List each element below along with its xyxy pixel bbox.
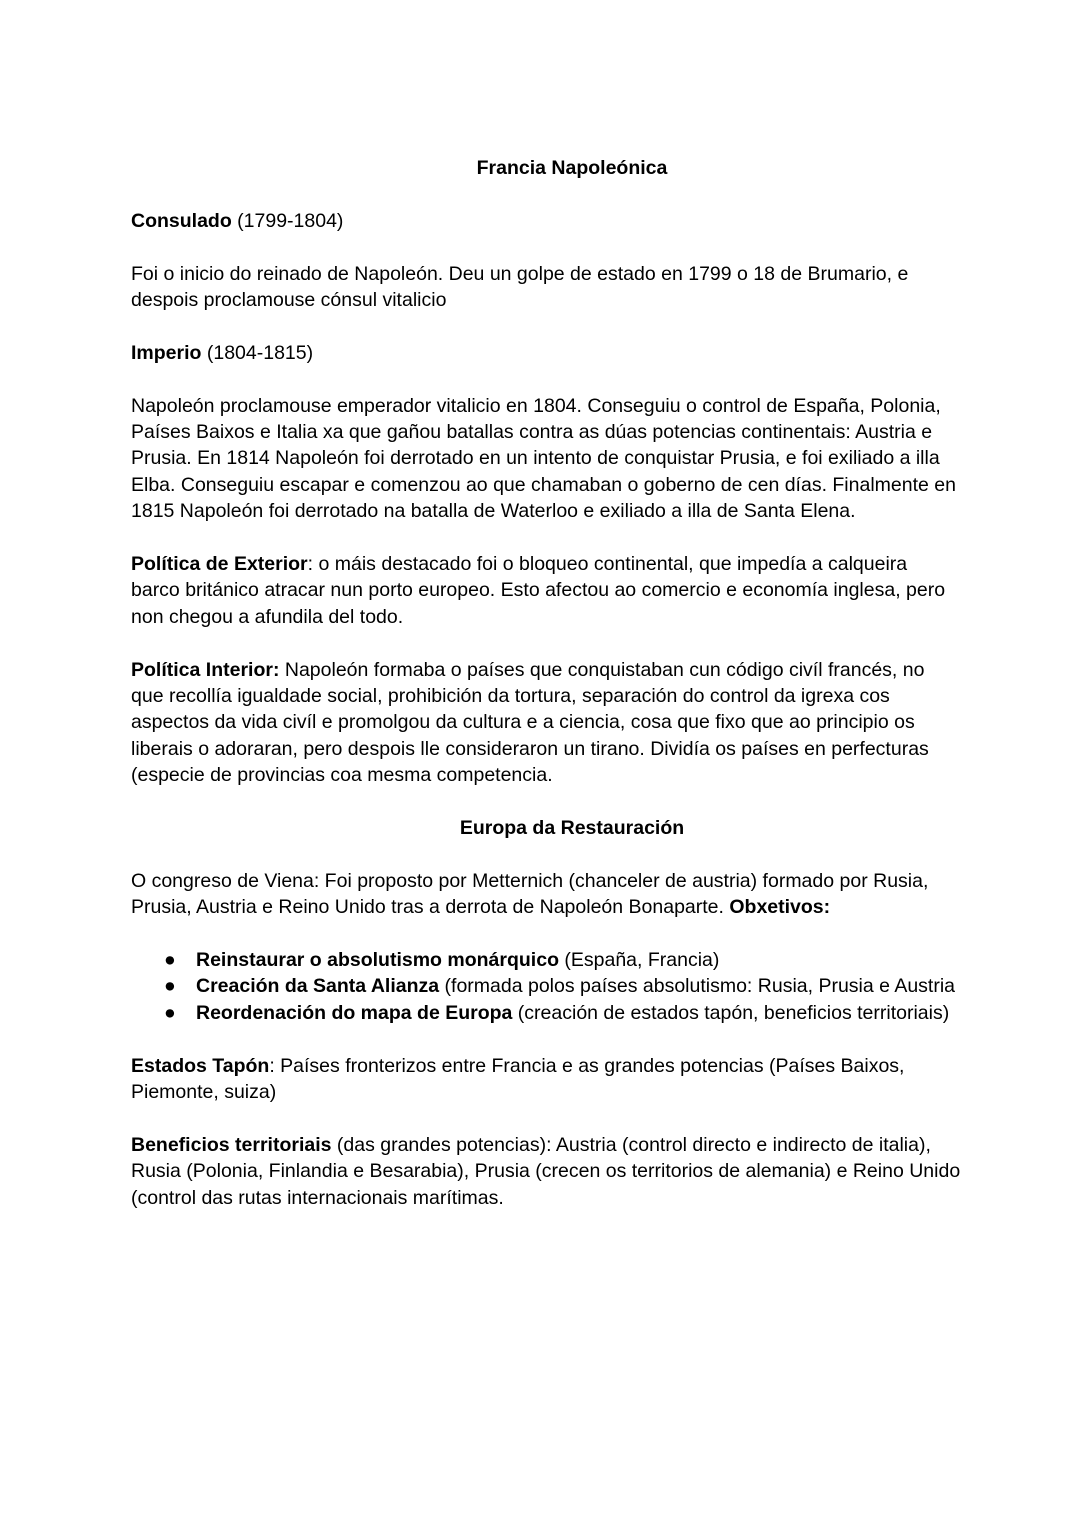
beneficios-heading: Beneficios territoriais — [131, 1133, 332, 1156]
tapon-text: : Países fronterizos entre Francia e as grandes potencias (Países Baixos, Piemonte, suiza) — [131, 1054, 905, 1104]
bullet-icon: ● — [164, 1001, 176, 1024]
bullet-icon: ● — [164, 975, 176, 998]
interior-paragraph — [131, 657, 961, 789]
consulado-heading-line — [131, 208, 961, 234]
section-title-francia: Francia Napoleónica — [476, 157, 668, 179]
beneficios-text: (das grandes potencias): Austria (control directo e indirecto de italia), Rusia (Polonia, Finlandia e Besarabia), Prusia (crecen os territorios de alemania) e Reino Unido (control das rutas internacionais marítimas. — [131, 1133, 961, 1209]
section-title-europa: Europa da Restauración — [459, 817, 685, 840]
congreso-paragraph — [131, 868, 961, 921]
congreso-text: O congreso de Viena: Foi proposto por Metternich (chanceler de austria) formado por Rusia, Prusia, Austria e Reino Unido tras a derrota de Napoleón Bonaparte. — [131, 869, 929, 919]
tapon-paragraph — [131, 1053, 961, 1106]
objective-detail: (formada polos países absolutismo: Rusia, Prusia e Austria — [439, 975, 956, 998]
list-item — [131, 947, 961, 973]
imperio-heading-line — [131, 340, 961, 366]
exterior-paragraph — [131, 551, 961, 630]
interior-heading: Política Interior: — [131, 658, 280, 681]
exterior-text: : o máis destacado foi o bloqueo continental, que impedía a calqueira barco británico atracar nun porto europeo. Esto afectou ao comercio e economía inglesa, pero non chegou a afundila del todo. — [131, 553, 946, 628]
objective-title: Reordenación do mapa de Europa — [196, 1001, 513, 1024]
consulado-paragraph: Foi o inicio do reinado de Napoleón. Deu un golpe de estado en 1799 o 18 de Brumario, e despois proclamouse cónsul vitalicio — [131, 262, 909, 311]
imperio-dates: (1804-1815) — [201, 341, 314, 364]
tapon-heading: Estados Tapón — [131, 1054, 270, 1077]
document-page — [131, 155, 961, 1211]
consulado-dates: (1799-1804) — [231, 209, 344, 232]
objective-detail: (España, Francia) — [558, 949, 720, 972]
list-item — [131, 973, 961, 999]
consulado-heading: Consulado — [131, 209, 232, 232]
beneficios-paragraph — [131, 1132, 961, 1211]
objective-detail: (creación de estados tapón, beneficios territoriais) — [512, 1001, 950, 1024]
objectives-list — [131, 947, 961, 1026]
exterior-heading: Política de Exterior — [131, 553, 308, 576]
objective-title: Creación da Santa Alianza — [196, 975, 440, 998]
bullet-icon: ● — [164, 949, 176, 972]
imperio-heading: Imperio — [131, 341, 202, 364]
objective-title: Reinstaurar o absolutismo monárquico — [196, 949, 559, 972]
imperio-paragraph: Napoleón proclamouse emperador vitalicio en 1804. Conseguiu o control de España, Polonia, Países Baixos e Italia xa que gañou batallas contra as dúas potencias continentais: Austria e Prusia. En 1814 Napoleón foi derrotado en un intento de conquistar Prusia, e foi exiliado a illa Elba. Conseguiu escapar e comenzou ao que chamaban o goberno de cen días. Finalmente en 1815 Napoleón foi derrotado na batalla de Waterloo e exiliado a illa de Santa Elena. — [131, 394, 956, 523]
objectives-label: Obxetivos: — [729, 896, 831, 919]
interior-text: Napoleón formaba o países que conquistaban cun código civíl francés, no que recollía igualdade social, prohibición da tortura, separación do control da igrexa cos aspectos da vida civíl e promolgou da cultura e a ciencia, cosa que fixo que ao principio os liberais o adoraran, pero despois lle consideraron un tirano. Dividía os países en perfecturas (especie de provincias coa mesma competencia. — [131, 658, 929, 787]
list-item — [131, 1000, 961, 1026]
